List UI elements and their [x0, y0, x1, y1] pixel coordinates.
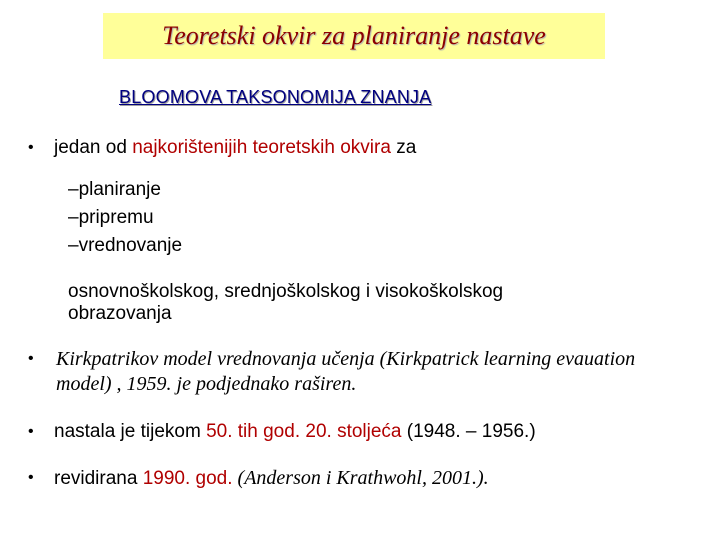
bullet-3-text-end: (1948. – 1956.)	[401, 421, 536, 442]
slide-title: Teoretski okvir za planiranje nastave	[162, 21, 546, 50]
sub-item-pripremu: –pripremu	[68, 207, 154, 228]
sub-item-vrednovanje: –vrednovanje	[68, 235, 183, 256]
bullet-1-text-end: za	[390, 137, 417, 158]
bullet-4-citation: (Anderson i Krathwohl, 2001.).	[232, 467, 489, 489]
bullet-4-highlight: 1990. god.	[142, 468, 233, 489]
bullet-3-text-start: nastala je tijekom	[54, 421, 207, 442]
title-banner	[103, 13, 605, 59]
bullet-item-2-line-2: model) , 1959. je podjednako raširen.	[56, 373, 357, 395]
bullet-1-text-start: jedan od	[54, 137, 133, 158]
bullet-1-highlight: najkorištenijih teoretskih okvira	[132, 137, 391, 158]
bullet-marker: •	[28, 469, 34, 486]
paragraph-line-1: osnovnoškolskog, srednjoškolskog i visokoškolskog	[68, 281, 504, 302]
bullet-4-text-start: revidirana	[54, 468, 143, 489]
sub-item-planiranje: –planiranje	[68, 179, 161, 200]
bullet-marker: •	[28, 350, 34, 367]
paragraph-line-2: obrazovanja	[68, 303, 172, 324]
bullet-marker: •	[28, 139, 34, 156]
slide-subtitle: BLOOMOVA TAKSONOMIJA ZNANJA	[119, 87, 432, 107]
bullet-marker: •	[28, 423, 34, 440]
bullet-item-2-line-1: Kirkpatrikov model vrednovanja učenja (Kirkpatrick learning evauation	[56, 348, 636, 370]
bullet-item-3	[54, 420, 536, 444]
bullet-3-highlight: 50. tih god. 20. stoljeća	[206, 421, 402, 442]
bullet-item-4	[54, 466, 489, 491]
bullet-item-1	[54, 136, 416, 160]
